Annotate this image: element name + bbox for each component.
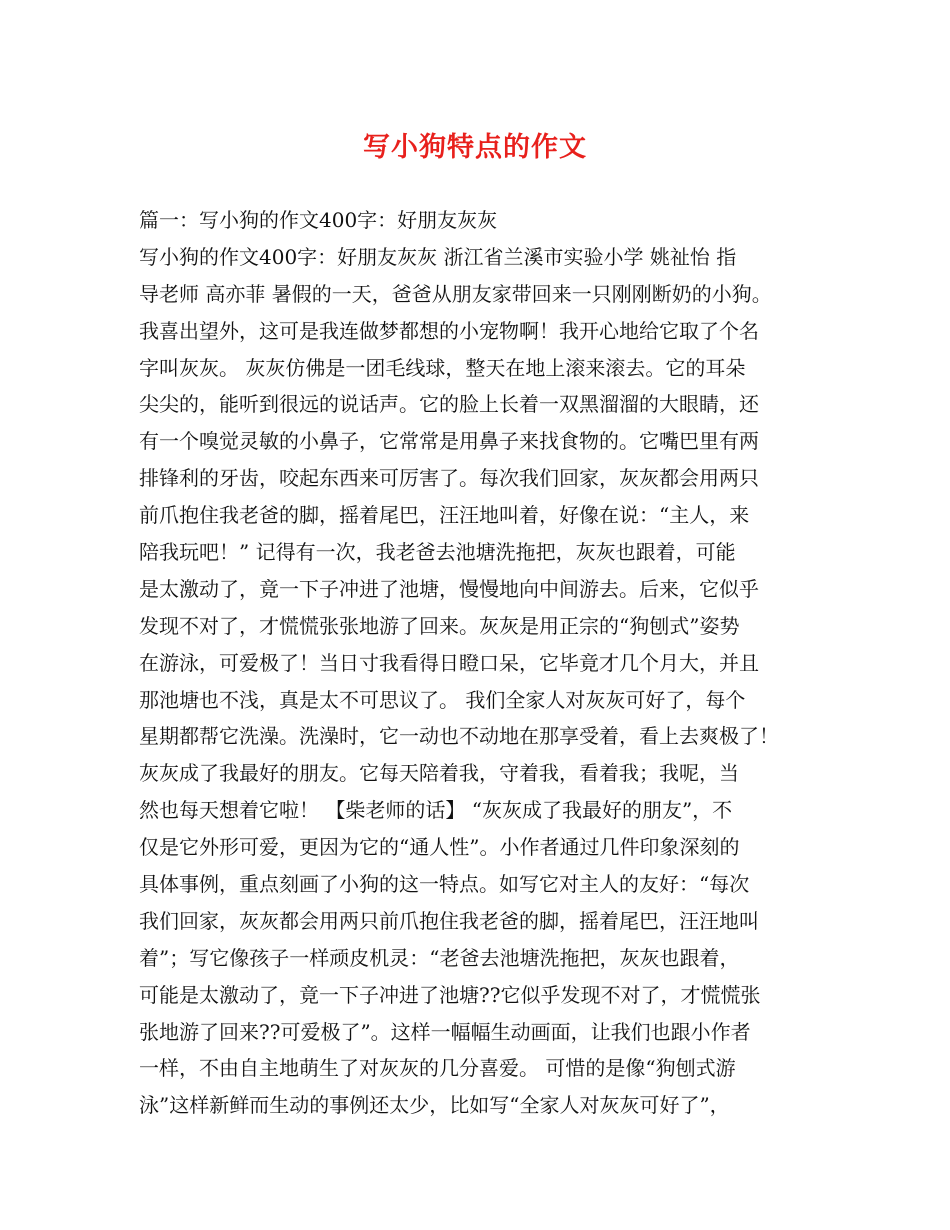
text-line: 然也每天想着它啦！ 【柴老师的话】 “灰灰成了我最好的朋友”，不	[139, 798, 733, 823]
text-line: 在游泳，可爱极了！当日寸我看得日瞪口呆，它毕竟才几个月大，并且	[139, 650, 759, 675]
text-line: 字叫灰灰。 灰灰仿佛是一团毛线球，整天在地上滚来滚去。它的耳朵	[139, 355, 746, 380]
text-line: 我们回家，灰灰都会用两只前爪抱住我老爸的脚，摇着尾巴，汪汪地叫	[139, 908, 759, 933]
text-line: 尖尖的，能听到很远的说话声。它的脸上长着一双黑溜溜的大眼睛，还	[139, 392, 759, 417]
text-line: 星期都帮它洗澡。洗澡时，它一动也不动地在那享受着，看上去爽极了！	[139, 724, 779, 749]
document-title: 写小狗特点的作文	[363, 132, 587, 163]
text-line: 陪我玩吧！” 记得有一次，我老爸去池塘洗拖把，灰灰也跟着，可能	[139, 540, 736, 565]
text-line: 有一个嗅觉灵敏的小鼻子，它常常是用鼻子来找食物的。它嘴巴里有两	[139, 429, 759, 454]
text-line: 张地游了回来??可爱极了”。这样一幅幅生动画面，让我们也跟小作者	[139, 1019, 751, 1044]
text-line: 着”；写它像孩子一样顽皮机灵：“老爸去池塘洗拖把，灰灰也跟着，	[139, 945, 740, 970]
text-line: 写小狗的作文400字：好朋友灰灰 浙江省兰溪市实验小学 姚祉怡 指	[139, 244, 737, 269]
text-line: 灰灰成了我最好的朋友。它每天陪着我，守着我，看着我；我呢，当	[139, 761, 739, 786]
text-line: 发现不对了，才慌慌张张地游了回来。灰灰是用正宗的“狗刨式”姿势	[139, 613, 740, 638]
text-line: 一样，不由自主地萌生了对灰灰的几分喜爱。 可惜的是像“狗刨式游	[139, 1056, 736, 1081]
text-line: 前爪抱住我老爸的脚，摇着尾巴，汪汪地叫着，好像在说：“主人，来	[139, 503, 750, 528]
text-line: 仅是它外形可爱，更因为它的“通人性”。小作者通过几件印象深刻的	[139, 835, 740, 860]
text-line: 排锋利的牙齿，咬起东西来可厉害了。每次我们回家，灰灰都会用两只	[139, 466, 759, 491]
text-line: 那池塘也不浅，真是太不可思议了。 我们全家人对灰灰可好了，每个	[139, 687, 746, 712]
text-line: 我喜出望外，这可是我连做梦都想的小宠物啊！我开心地给它取了个名	[139, 318, 759, 343]
document-body	[139, 202, 829, 1124]
text-line: 导老师 高亦菲 暑假的一天，爸爸从朋友家带回来一只刚刚断奶的小狗。	[139, 281, 772, 306]
text-line: 具体事例，重点刻画了小狗的这一特点。如写它对主人的友好：“每次	[139, 872, 750, 897]
text-line: 是太激动了，竟一下子冲进了池塘，慢慢地向中间游去。后来，它似乎	[139, 576, 759, 601]
text-line: 篇一：写小狗的作文400字：好朋友灰灰	[139, 208, 498, 232]
text-line: 泳”这样新鲜而生动的事例还太少，比如写“全家人对灰灰可好了”，	[139, 1093, 730, 1118]
text-line: 可能是太激动了，竟一下子冲进了池塘??它似乎发现不对了，才慌慌张	[139, 982, 761, 1007]
